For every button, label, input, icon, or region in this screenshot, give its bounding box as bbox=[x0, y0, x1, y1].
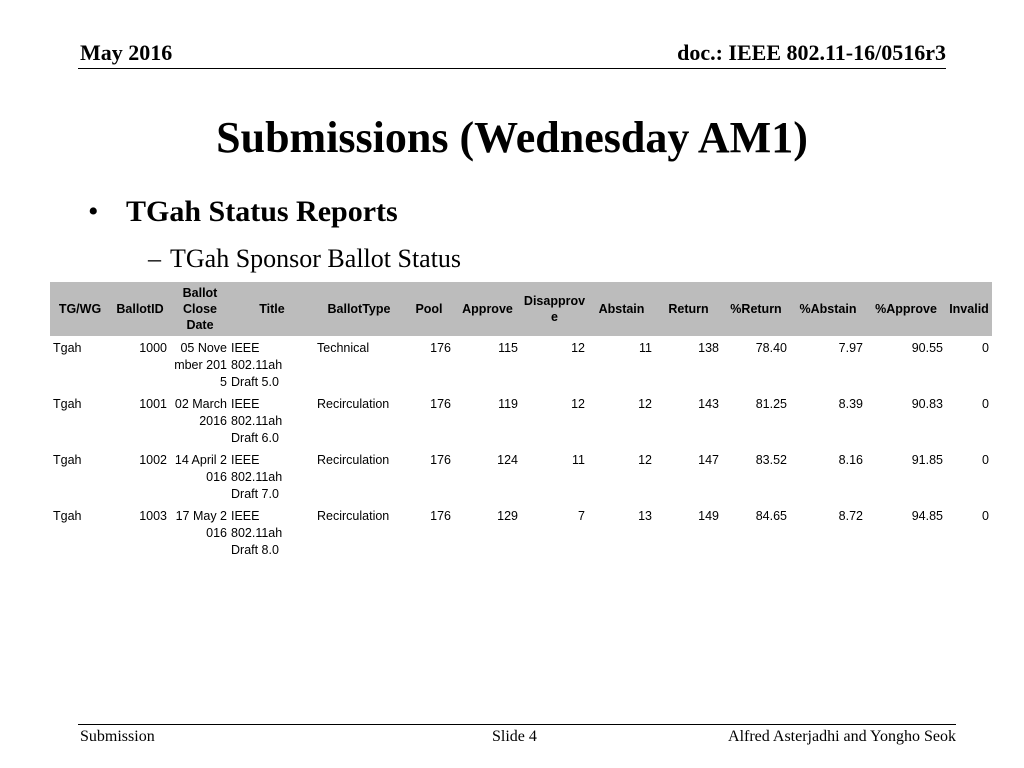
cell-disapprove: 11 bbox=[572, 453, 585, 467]
table-row bbox=[50, 448, 992, 504]
footer-slide-number: Slide 4 bbox=[492, 728, 537, 745]
cell-invalid: 0 bbox=[982, 509, 989, 523]
cell-return: 143 bbox=[698, 397, 719, 411]
cell-disapprove: 12 bbox=[571, 341, 585, 355]
slide-title: Submissions (Wednesday AM1) bbox=[216, 113, 808, 162]
footer-label: Submission bbox=[80, 728, 155, 745]
cell-ballot-type: Technical bbox=[317, 341, 370, 355]
footer-authors: Alfred Asterjadhi and Yongho Seok bbox=[728, 728, 956, 745]
cell-title: IEEE 802.11ah Draft 6.0 bbox=[231, 397, 283, 445]
bullet-level2 bbox=[148, 244, 461, 274]
cell-tgwg: Tgah bbox=[53, 397, 82, 411]
bullet-dot-icon: • bbox=[88, 195, 99, 228]
table-row bbox=[50, 392, 992, 448]
column-header: TG/WG bbox=[50, 282, 110, 336]
cell-close-date: 17 May 2016 bbox=[175, 509, 227, 540]
cell-pool: 176 bbox=[430, 453, 451, 467]
column-header: Ballot Close Date bbox=[170, 282, 230, 336]
cell-ballot-id: 1003 bbox=[139, 509, 167, 523]
table-row bbox=[50, 504, 992, 560]
cell-pct-abstain: 7.97 bbox=[838, 341, 863, 355]
column-header: %Approve bbox=[866, 282, 946, 336]
cell-abstain: 11 bbox=[639, 341, 652, 355]
cell-invalid: 0 bbox=[982, 341, 989, 355]
cell-return: 147 bbox=[698, 453, 719, 467]
cell-pct-return: 81.25 bbox=[755, 397, 787, 411]
cell-approve: 119 bbox=[498, 397, 518, 411]
cell-ballot-id: 1001 bbox=[139, 397, 167, 411]
bullet-level1-text: TGah Status Reports bbox=[126, 195, 398, 228]
cell-abstain: 12 bbox=[638, 397, 652, 411]
cell-ballot-id: 1000 bbox=[139, 341, 167, 355]
cell-close-date: 05 November 2015 bbox=[174, 341, 227, 389]
cell-disapprove: 7 bbox=[578, 509, 585, 523]
cell-title: IEEE 802.11ah Draft 5.0 bbox=[231, 341, 283, 389]
cell-pool: 176 bbox=[430, 509, 451, 523]
cell-invalid: 0 bbox=[982, 397, 989, 411]
cell-title: IEEE 802.11ah Draft 8.0 bbox=[231, 509, 283, 557]
cell-tgwg: Tgah bbox=[53, 453, 82, 467]
column-header: %Abstain bbox=[790, 282, 866, 336]
column-header: Disapprove bbox=[521, 282, 588, 336]
ballot-status-table bbox=[50, 282, 992, 560]
cell-pool: 176 bbox=[430, 341, 451, 355]
cell-ballot-id: 1002 bbox=[139, 453, 167, 467]
column-header: Approve bbox=[454, 282, 521, 336]
cell-pct-approve: 90.55 bbox=[911, 341, 943, 355]
cell-ballot-type: Recirculation bbox=[317, 509, 390, 523]
cell-abstain: 13 bbox=[638, 509, 652, 523]
column-header: Return bbox=[655, 282, 722, 336]
column-header: Invalid bbox=[946, 282, 992, 336]
cell-return: 149 bbox=[698, 509, 719, 523]
column-header: Pool bbox=[404, 282, 454, 336]
cell-pct-return: 84.65 bbox=[755, 509, 787, 523]
header-doc-id: doc.: IEEE 802.11-16/0516r3 bbox=[677, 40, 946, 65]
cell-abstain: 12 bbox=[638, 453, 652, 467]
cell-approve: 124 bbox=[497, 453, 518, 467]
cell-pct-return: 78.40 bbox=[755, 341, 787, 355]
cell-pct-abstain: 8.16 bbox=[838, 453, 863, 467]
cell-pct-approve: 90.83 bbox=[911, 397, 943, 411]
cell-ballot-type: Recirculation bbox=[317, 397, 390, 411]
cell-disapprove: 12 bbox=[571, 397, 585, 411]
cell-approve: 115 bbox=[498, 341, 518, 355]
cell-pool: 176 bbox=[430, 397, 451, 411]
column-header: Abstain bbox=[588, 282, 655, 336]
cell-invalid: 0 bbox=[982, 453, 989, 467]
column-header: BallotType bbox=[314, 282, 404, 336]
bullet-level2-text: TGah Sponsor Ballot Status bbox=[170, 244, 462, 273]
header-divider bbox=[78, 68, 946, 69]
cell-pct-approve: 94.85 bbox=[911, 509, 943, 523]
cell-tgwg: Tgah bbox=[53, 341, 82, 355]
cell-title: IEEE 802.11ah Draft 7.0 bbox=[231, 453, 283, 501]
bullet-dash-icon: – bbox=[148, 244, 161, 273]
cell-pct-abstain: 8.39 bbox=[838, 397, 863, 411]
cell-pct-return: 83.52 bbox=[755, 453, 787, 467]
table-header-row bbox=[50, 282, 992, 336]
table-row bbox=[50, 336, 992, 392]
bullet-level1 bbox=[88, 195, 398, 229]
cell-close-date: 14 April 2016 bbox=[174, 453, 227, 484]
cell-tgwg: Tgah bbox=[53, 509, 82, 523]
footer-divider bbox=[78, 724, 956, 725]
cell-pct-approve: 91.85 bbox=[911, 453, 943, 467]
cell-approve: 129 bbox=[497, 509, 518, 523]
column-header: BallotID bbox=[110, 282, 170, 336]
column-header: %Return bbox=[722, 282, 790, 336]
cell-close-date: 02 March 2016 bbox=[174, 397, 227, 428]
cell-ballot-type: Recirculation bbox=[317, 453, 390, 467]
cell-return: 138 bbox=[698, 341, 719, 355]
cell-pct-abstain: 8.72 bbox=[838, 509, 863, 523]
header-date: May 2016 bbox=[80, 40, 173, 65]
column-header: Title bbox=[230, 282, 314, 336]
